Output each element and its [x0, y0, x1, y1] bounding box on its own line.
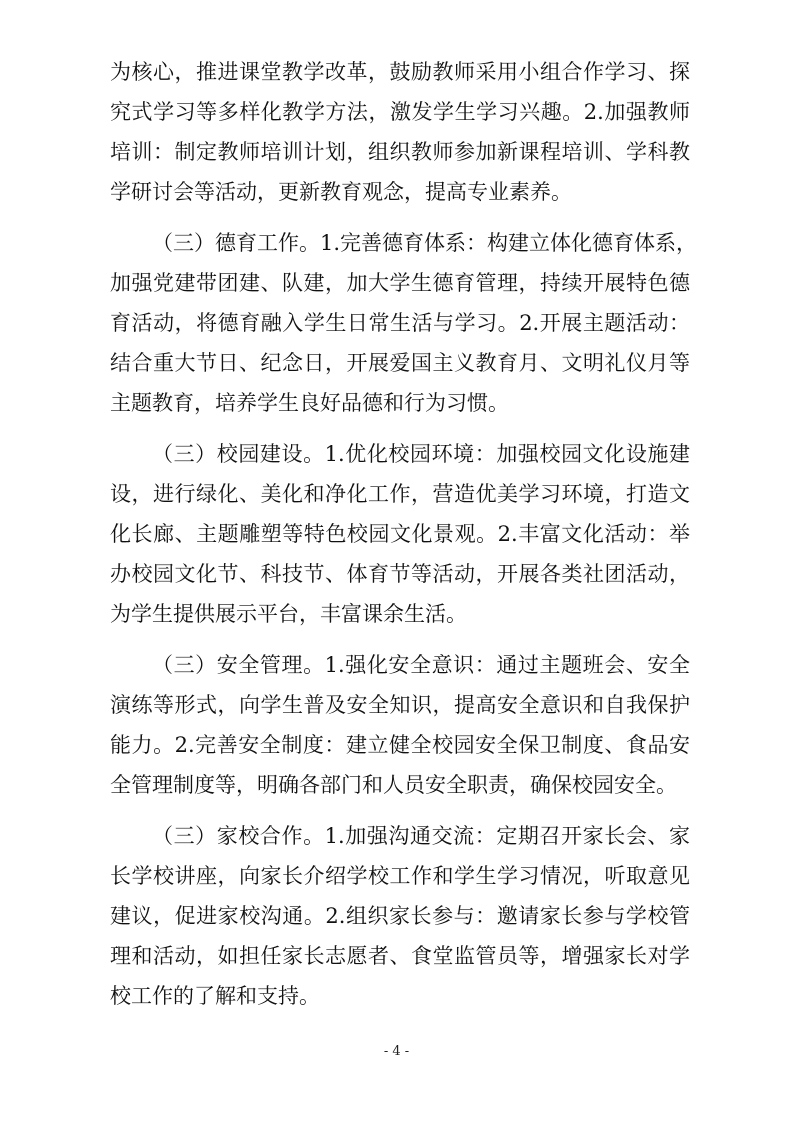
- page-number: - 4 -: [383, 1044, 410, 1059]
- paragraph-moral-education: [110, 223, 698, 423]
- paragraph-home-school-cooperation: [110, 816, 690, 1016]
- text-line: 学研讨会等活动，更新教育观念，提高专业素养。: [110, 180, 572, 204]
- text-line: 育活动，将德育融入学生日常生活与学习。2.开展主题活动：: [110, 311, 690, 335]
- paragraph-campus-construction: [110, 434, 690, 634]
- text-line: 化长廊、主题雕塑等特色校园文化景观。2.丰富文化活动：举: [110, 522, 690, 546]
- text-line: （三）校园建设。1.优化校园环境：加强校园文化设施建: [152, 442, 690, 466]
- text-line: 究式学习等多样化教学方法，激发学生学习兴趣。2.加强教师: [110, 100, 690, 124]
- text-line: 能力。2.完善安全制度：建立健全校园安全保卫制度、食品安: [110, 733, 690, 757]
- text-line: 设，进行绿化、美化和净化工作，营造优美学习环境，打造文: [110, 482, 690, 506]
- text-line: 全管理制度等，明确各部门和人员安全职责，确保校园安全。: [110, 773, 677, 797]
- text-line: 演练等形式，向学生普及安全知识，提高安全意识和自我保护: [110, 693, 690, 717]
- text-line: 主题教育，培养学生良好品德和行为习惯。: [110, 391, 509, 415]
- text-line: （三）安全管理。1.强化安全意识：通过主题班会、安全: [152, 653, 690, 677]
- text-line: 加强党建带团建、队建，加大学生德育管理，持续开展特色德: [110, 271, 690, 295]
- text-line: 结合重大节日、纪念日，开展爱国主义教育月、文明礼仪月等: [110, 351, 690, 375]
- body-text: [110, 52, 698, 1027]
- text-line: 办校园文化节、科技节、体育节等活动，开展各类社团活动，: [110, 562, 690, 586]
- text-line: （三）德育工作。1.完善德育体系：构建立体化德育体系，: [152, 231, 698, 255]
- text-line: 校工作的了解和支持。: [110, 984, 320, 1008]
- text-line: 为学生提供展示平台，丰富课余生活。: [110, 602, 467, 626]
- text-line: 长学校讲座，向家长介绍学校工作和学生学习情况，听取意见: [110, 864, 690, 888]
- paragraph-teaching-continued: [110, 52, 690, 212]
- text-line: 为核心，推进课堂教学改革，鼓励教师采用小组合作学习、探: [110, 60, 690, 84]
- text-line: （三）家校合作。1.加强沟通交流：定期召开家长会、家: [152, 824, 690, 848]
- text-line: 培训：制定教师培训计划，组织教师参加新课程培训、学科教: [110, 140, 690, 164]
- paragraph-safety-management: [110, 645, 690, 805]
- text-line: 理和活动，如担任家长志愿者、食堂监管员等，增强家长对学: [110, 944, 690, 968]
- text-line: 建议，促进家校沟通。2.组织家长参与：邀请家长参与学校管: [110, 904, 690, 928]
